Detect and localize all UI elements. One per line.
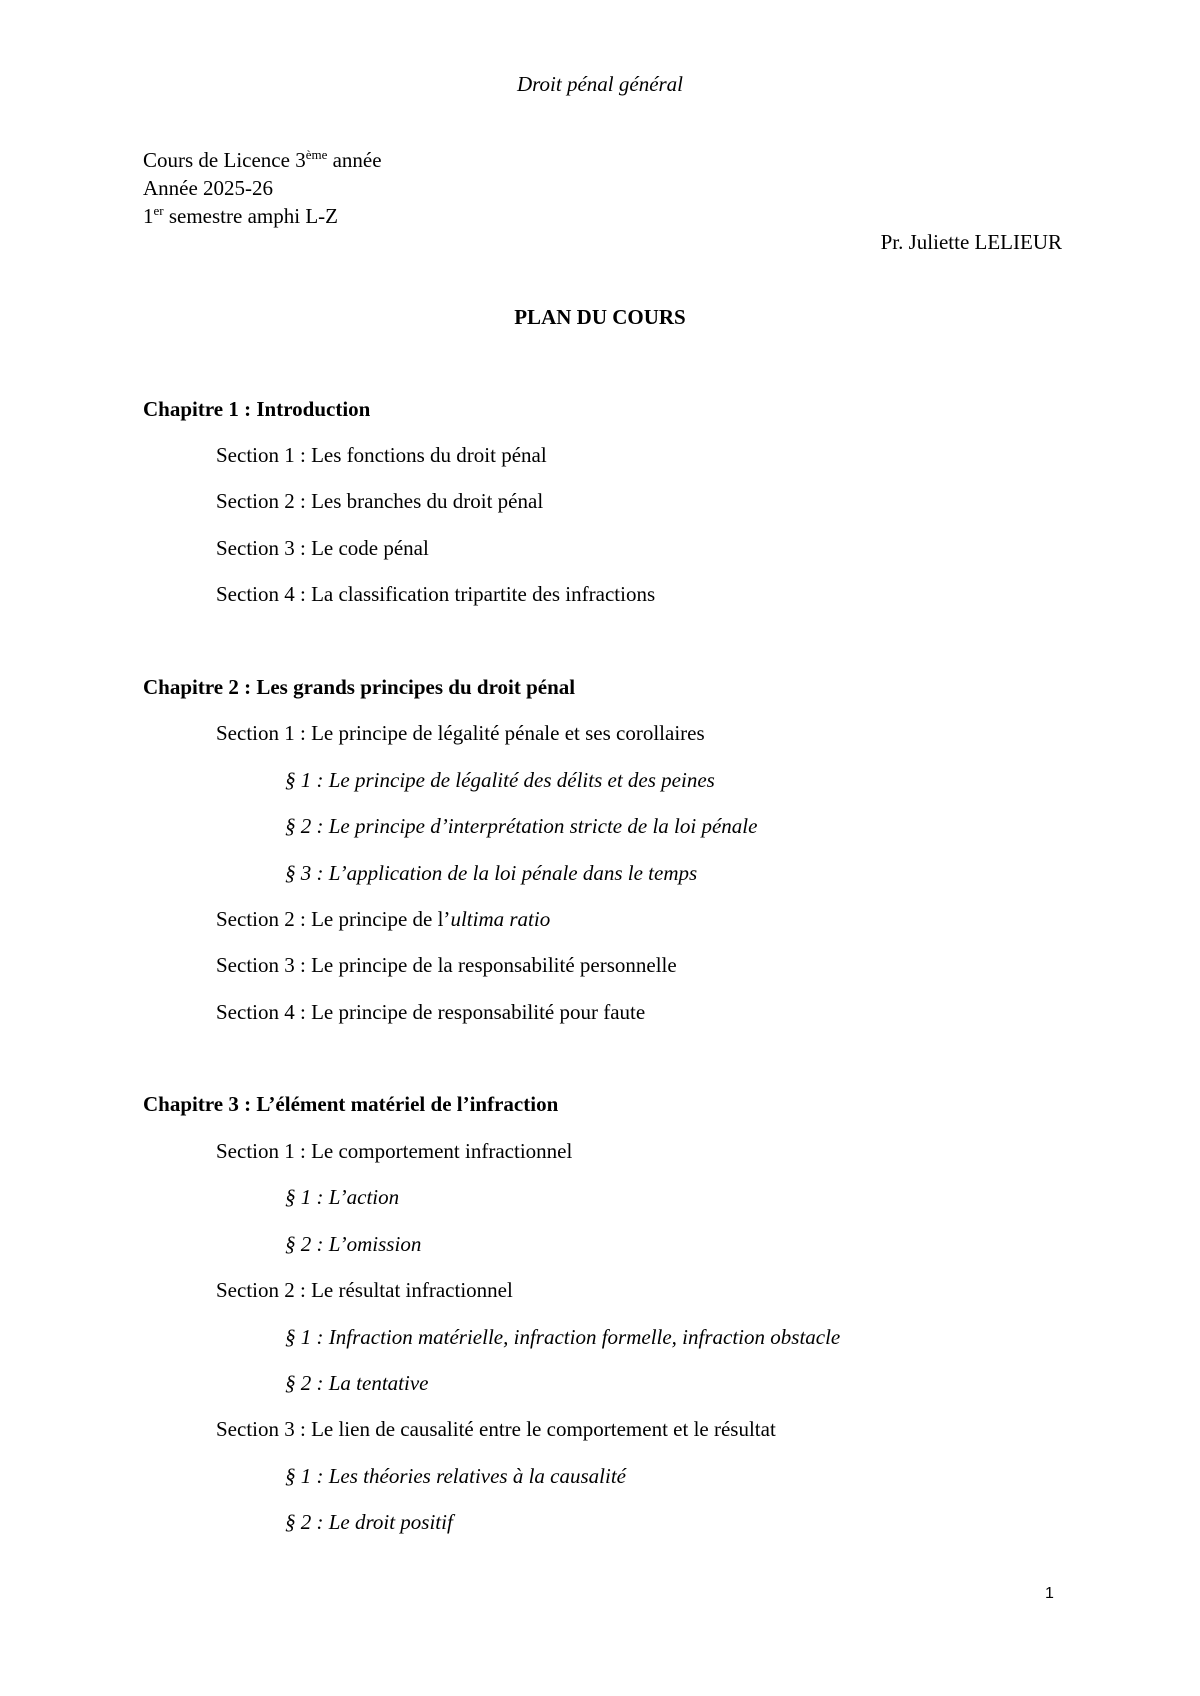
page-number: 1 (1045, 1585, 1054, 1602)
chapter-1-section-3: Section 3 : Le code pénal (216, 536, 429, 560)
chapter-2-section-3: Section 3 : Le principe de la responsabilité personnelle (216, 953, 677, 977)
chapter-1-section-2: Section 2 : Les branches du droit pénal (216, 489, 544, 513)
chapter-1-title: Chapitre 1 : Introduction (143, 397, 371, 421)
chapter-2-section-1-para-3: § 3 : L’application de la loi pénale dans le temps (285, 861, 698, 885)
chapter-3-section-2-para-2: § 2 : La tentative (285, 1371, 429, 1395)
chapter-1-section-1: Section 1 : Les fonctions du droit pénal (216, 443, 547, 467)
course-level: Cours de Licence 3ème année (143, 147, 382, 172)
chapter-3-section-1: Section 1 : Le comportement infractionnel (216, 1139, 573, 1163)
chapter-2-section-2: Section 2 : Le principe de l’ultima ratio (216, 907, 551, 931)
chapter-3-title: Chapitre 3 : L’élément matériel de l’infraction (143, 1092, 559, 1116)
chapter-2-section-4: Section 4 : Le principe de responsabilité pour faute (216, 1000, 646, 1024)
running-header: Droit pénal général (516, 72, 684, 96)
author-name: Pr. Juliette LELIEUR (880, 230, 1062, 254)
chapter-1-section-4: Section 4 : La classification tripartite des infractions (216, 582, 656, 606)
chapter-3-section-2: Section 2 : Le résultat infractionnel (216, 1278, 513, 1302)
chapter-3-section-3-para-1: § 1 : Les théories relatives à la causalité (285, 1464, 627, 1488)
chapter-3-section-1-para-1: § 1 : L’action (285, 1185, 400, 1209)
chapter-2-section-1-para-2: § 2 : Le principe d’interprétation stricte de la loi pénale (285, 814, 758, 838)
academic-year: Année 2025-26 (143, 176, 274, 200)
chapter-2-title: Chapitre 2 : Les grands principes du droit pénal (143, 675, 576, 699)
course-info (143, 146, 382, 230)
chapter-3-section-2-para-1: § 1 : Infraction matérielle, infraction formelle, infraction obstacle (285, 1325, 841, 1349)
chapter-3-section-3-para-2: § 2 : Le droit positif (285, 1510, 453, 1534)
chapter-3-section-3: Section 3 : Le lien de causalité entre le comportement et le résultat (216, 1417, 776, 1441)
chapter-3-section-1-para-2: § 2 : L’omission (285, 1232, 422, 1256)
chapter-2-section-1-para-1: § 1 : Le principe de légalité des délits et des peines (285, 768, 715, 792)
semester: 1er semestre amphi L-Z (143, 203, 338, 228)
page-title: PLAN DU COURS (514, 305, 686, 329)
chapter-2-section-1: Section 1 : Le principe de légalité pénale et ses corollaires (216, 721, 705, 745)
